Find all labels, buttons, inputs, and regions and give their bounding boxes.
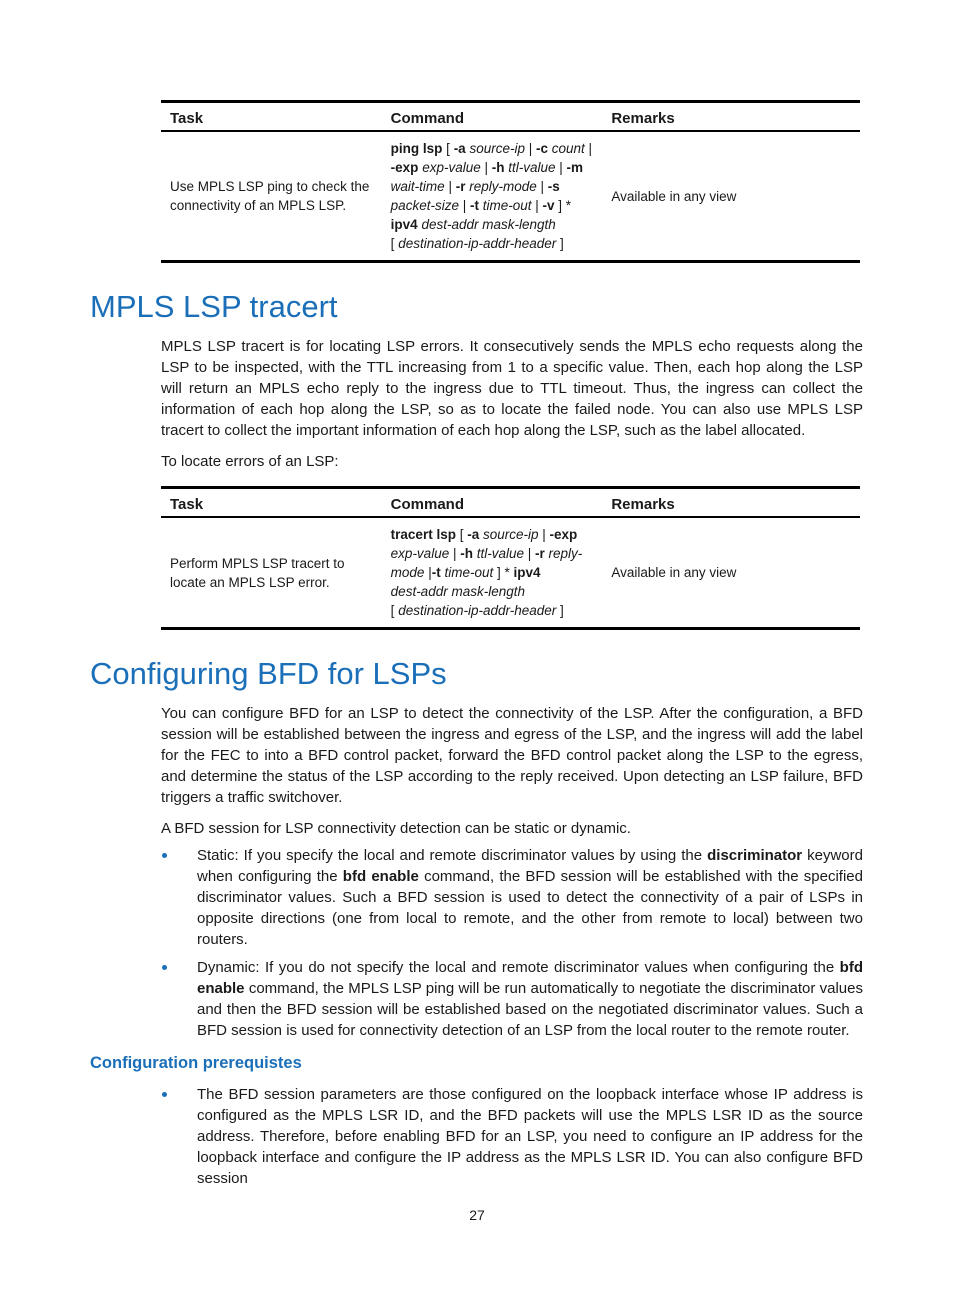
syntax: ] (556, 603, 564, 618)
task-cell: Perform MPLS LSP tracert to locate an MPLS LSP error. (161, 517, 382, 629)
syntax: [ (390, 603, 399, 618)
keyword: ipv4 (513, 565, 541, 580)
argument: packet-size (390, 198, 459, 213)
keyword: discriminator (707, 847, 803, 864)
keyword: -t (469, 198, 479, 213)
argument: wait-time (390, 179, 445, 194)
syntax: ] * (554, 198, 572, 213)
header-command: Command (382, 102, 603, 132)
header-remarks: Remarks (602, 488, 860, 518)
argument: source-ip (479, 527, 539, 542)
syntax: | (424, 565, 432, 580)
remarks-cell: Available in any view (602, 131, 860, 262)
argument: ttl-value (472, 546, 525, 561)
table-header-row (161, 102, 860, 132)
syntax: | (538, 527, 550, 542)
section-heading-mpls-lsp-tracert: MPLS LSP tracert (90, 289, 338, 324)
paragraph: You can configure BFD for an LSP to detect the connectivity of the LSP. After the configuration, a BFD session will be established between the ingress and egress of the LSP, and the ingress will add the label for the FEC to into a BFD control packet, forward the BFD control packet along the LSP to the egress, and determine the status of the LSP according to the reply received. Upon detecting an LSP failure, BFD triggers a traffic switchover. (161, 705, 863, 806)
text-run: Static: If you specify the local and remote discriminator values by using the (197, 847, 708, 864)
syntax: | (444, 179, 456, 194)
keyword: -exp (549, 527, 578, 542)
argument: source-ip (465, 141, 525, 156)
syntax: | (531, 198, 543, 213)
header-task: Task (161, 488, 382, 518)
keyword: ipv4 (390, 217, 418, 232)
tracert-command-table (161, 486, 860, 630)
syntax: [ (442, 141, 454, 156)
syntax: | (584, 141, 593, 156)
argument: exp-value (390, 546, 450, 561)
keyword: -h (460, 546, 473, 561)
argument: time-out (440, 565, 494, 580)
paragraph: MPLS LSP tracert is for locating LSP errors. It consecutively sends the MPLS echo requests along the LSP to be inspected, with the TTL increasing from 1 to a specific value. Then, each hop along the LSP will return an MPLS echo reply to the ingress due to TTL timeout. Thus, the ingress can collect the information of each hop along the LSP, so as to locate the failed node. You can also use MPLS LSP tracert to collect the important information of each hop along the LSP, such as the label allocated. (161, 338, 863, 439)
syntax: [ (455, 527, 468, 542)
table-row (161, 517, 860, 629)
list-item-text (197, 957, 863, 1041)
argument: dest-addr mask-length (390, 584, 525, 599)
argument: time-out (478, 198, 532, 213)
paragraph: A BFD session for LSP connectivity detection can be static or dynamic. (161, 820, 631, 837)
keyword: -a (467, 527, 480, 542)
bullet-icon (162, 853, 167, 858)
keyword: -r (535, 546, 545, 561)
paragraph: To locate errors of an LSP: (161, 453, 339, 470)
table-header-row (161, 488, 860, 518)
header-command: Command (382, 488, 603, 518)
keyword: -v (542, 198, 555, 213)
command-cell (382, 131, 603, 262)
syntax: | (524, 141, 536, 156)
list-item-dynamic (161, 957, 863, 1041)
syntax: | (449, 546, 461, 561)
argument: exp-value (418, 160, 481, 175)
keyword: tracert lsp (390, 527, 456, 542)
keyword: bfd enable (197, 959, 863, 997)
keyword: ping lsp (390, 141, 443, 156)
keyword: -c (536, 141, 549, 156)
syntax: | (480, 160, 492, 175)
syntax: ] * (493, 565, 514, 580)
keyword: -a (453, 141, 466, 156)
list-item-static (161, 845, 863, 950)
argument: reply-mode (390, 546, 583, 580)
syntax: | (536, 179, 548, 194)
list-item-prerequisite (161, 1084, 863, 1189)
bullet-icon (162, 965, 167, 970)
header-task: Task (161, 102, 382, 132)
list-item-text: The BFD session parameters are those configured on the loopback interface whose IP address is configured as the MPLS LSR ID, and the BFD packets will use the MPLS LSR ID as the source address. Therefore, before enabling BFD for an LSP, you need to configure an IP address for the loopback interface and configure the IP address as the MPLS LSR ID. You can also configure BFD session (197, 1086, 863, 1187)
argument: ttl-value (504, 160, 556, 175)
header-remarks: Remarks (602, 102, 860, 132)
keyword: -r (455, 179, 466, 194)
syntax: | (524, 546, 536, 561)
text-run: keyword when configuring the (197, 847, 863, 885)
task-cell: Use MPLS LSP ping to check the connectivity of an MPLS LSP. (161, 131, 382, 262)
keyword: -s (547, 179, 560, 194)
list-item-text (197, 845, 863, 950)
subsection-heading-prerequisites: Configuration prerequistes (90, 1054, 302, 1072)
keyword: -h (491, 160, 505, 175)
keyword: bfd enable (342, 868, 419, 885)
keyword: -exp (390, 160, 419, 175)
page-number: 27 (469, 1207, 485, 1223)
text-run: Dynamic: If you do not specify the local and remote discriminator values when configuring the (197, 959, 840, 976)
argument: destination-ip-addr-header (398, 236, 557, 251)
argument: reply-mode (465, 179, 537, 194)
text-run: command, the MPLS LSP ping will be run automatically to negotiate the discriminator values and then the BFD session will be established based on the negotiated discriminator values. Such a BFD session is used for connectivity detection of an LSP from the local router to the remote router. (197, 980, 863, 1039)
ping-command-table (161, 100, 860, 263)
argument: count (548, 141, 585, 156)
bullet-icon (162, 1092, 167, 1097)
syntax: [ (390, 236, 399, 251)
keyword: -m (566, 160, 584, 175)
argument: destination-ip-addr-header (398, 603, 557, 618)
argument: dest-addr mask-length (417, 217, 556, 232)
syntax: | (555, 160, 567, 175)
syntax: | (458, 198, 470, 213)
command-cell (382, 517, 603, 629)
remarks-cell: Available in any view (602, 517, 860, 629)
keyword: -t (431, 565, 441, 580)
text-run: command, the BFD session will be established with the specified discriminator values. Such a BFD session is used to detect the connectivity of a pair of LSPs in opposite directions (one from local to remote, and the other from remote to local) between two routers. (197, 868, 863, 948)
table-row (161, 131, 860, 262)
syntax: ] (556, 236, 564, 251)
section-heading-configuring-bfd: Configuring BFD for LSPs (90, 656, 447, 691)
